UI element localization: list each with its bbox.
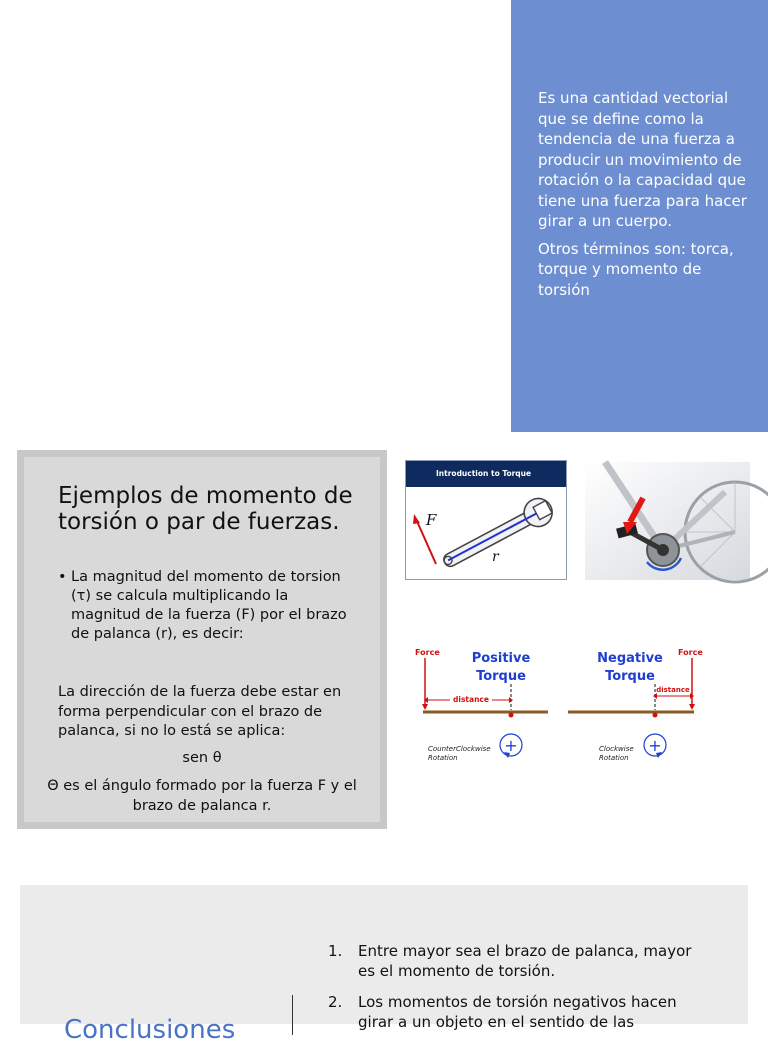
negative-torque-panel: [568, 648, 703, 762]
direction-text: La dirección de la fuerza debe estar en forma perpendicular con el brazo de palanca, si no lo está se aplica:: [58, 684, 342, 739]
list-item: [328, 942, 708, 981]
list-item-number: 1.: [328, 942, 343, 960]
examples-card: [17, 450, 387, 829]
definition-paragraph-1: Es una cantidad vectorial que se define como la tendencia de una fuerza a producir un movimiento de rotación o la capacidad que tiene una fuerza para hacer girar a un cuerpo.: [538, 89, 747, 230]
positive-force-label: Force: [415, 648, 440, 657]
wrench-illustration: [406, 461, 568, 581]
conclusions-divider: [292, 995, 293, 1035]
force-vector-label: F: [426, 511, 437, 529]
negative-force-label: Force: [678, 648, 703, 657]
radius-vector-label: r: [492, 549, 499, 565]
positive-torque-panel: [415, 648, 548, 762]
negative-rotation-line2: Rotation: [599, 754, 629, 762]
conclusions-panel: [20, 885, 748, 1045]
conclusions-list: [328, 942, 708, 1044]
negative-title-line1: Negative: [597, 651, 663, 666]
theta-definition: Θ es el ángulo formado por la fuerza F y el brazo de palanca r.: [47, 778, 357, 814]
bicycle-pedal-photo: [585, 462, 750, 580]
positive-rotation-symbol: +: [504, 736, 518, 755]
definition-panel: [511, 0, 768, 432]
positive-rotation-line1: CounterClockwise: [428, 745, 491, 753]
examples-title: Ejemplos de momento de torsión o par de fuerzas.: [58, 483, 353, 535]
sen-theta: sen θ: [182, 750, 222, 766]
definition-paragraph-2: Otros términos son: torca, torque y momento de torsión: [538, 239, 734, 299]
negative-title-line2: Torque: [605, 669, 655, 684]
wrench-figure-header-label: Introduction to Torque: [436, 469, 532, 478]
list-item-number: 2.: [328, 993, 343, 1011]
torque-sign-diagram: [410, 640, 710, 770]
wrench-figure: [405, 460, 567, 580]
list-item-text: Entre mayor sea el brazo de palanca, mayor es el momento de torsión.: [358, 942, 692, 980]
definition-text: [538, 88, 753, 307]
negative-rotation-line1: Clockwise: [599, 745, 634, 753]
negative-distance-label: distance: [656, 686, 690, 694]
examples-bullet: • La magnitud del momento de torsion (τ) se calcula multiplicando la magnitud de la fuerza (F) por el brazo de palanca (r), es decir:: [58, 568, 358, 644]
positive-title-line2: Torque: [476, 669, 526, 684]
negative-rotation-symbol: +: [648, 736, 662, 755]
positive-title-line1: Positive: [471, 651, 531, 666]
list-item-text: Los momentos de torsión negativos hacen girar a un objeto en el sentido de las: [358, 993, 677, 1031]
positive-rotation-line2: Rotation: [428, 754, 458, 762]
examples-card-inner: [24, 457, 380, 822]
conclusions-title: Conclusiones: [64, 1015, 236, 1045]
positive-distance-label: distance: [453, 695, 489, 704]
list-item: [328, 993, 708, 1032]
